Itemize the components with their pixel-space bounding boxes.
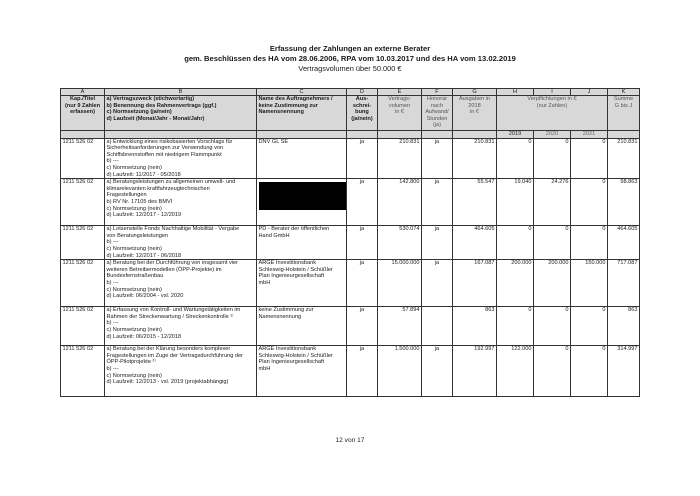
cell-vertragsvolumen: 15.000.000 <box>378 260 422 307</box>
header-honorar: Honorar nach Aufwand/ Stunden (ja) <box>422 96 453 131</box>
cell-vertragsvolumen: 1.500.000 <box>378 346 422 397</box>
desc-line: Schiffsbrennstoffen mit niedrigem Flammpunkt <box>106 151 222 158</box>
col-letter: D <box>347 89 378 96</box>
table-row <box>61 179 640 226</box>
years-row <box>61 131 640 139</box>
cell-summe: 98.863 <box>608 179 640 226</box>
desc-line: b) --- <box>106 279 119 286</box>
col-letter: A <box>61 89 105 96</box>
header-ausschreibung: Aus- schrei- bung (ja/nein) <box>347 96 378 131</box>
cell-ausschreibung: ja <box>347 179 378 226</box>
desc-line: b) --- <box>106 320 119 327</box>
cell-ausschreibung: ja <box>347 226 378 260</box>
cell-verpflichtung-2019: 200.000 <box>497 260 534 307</box>
cell-verpflichtung-2020: 0 <box>534 226 571 260</box>
cell-vertragszweck <box>105 179 257 226</box>
cell-vertragszweck <box>105 138 257 179</box>
cell-verpflichtung-2020: 200.000 <box>534 260 571 307</box>
document-subtitle: gem. Beschlüssen des HA vom 28.06.2006, RPA vom 10.03.2017 und des HA vom 13.02.2019 <box>184 54 516 63</box>
cell-summe: 210.831 <box>608 138 640 179</box>
cell-ausschreibung: ja <box>347 138 378 179</box>
name-line: mbH <box>258 365 271 372</box>
cell-verpflichtung-2021: 0 <box>571 346 608 397</box>
cell-summe: 863 <box>608 307 640 346</box>
page-number: 12 von 17 <box>335 437 365 444</box>
col-letter: C <box>257 89 347 96</box>
cell-vertragsvolumen: 210.831 <box>378 138 422 179</box>
name-line: ARGE Investitionsbank <box>258 346 317 353</box>
name-line: Plan Ingenieurgesellschaft <box>258 273 325 280</box>
table-row <box>61 307 640 346</box>
cell-summe: 314.997 <box>608 346 640 397</box>
cell-verpflichtung-2021: 0 <box>571 138 608 179</box>
column-letters-row <box>61 89 640 96</box>
col-letter: E <box>378 89 422 96</box>
cell-kap-titel: 1211 526 02 <box>61 346 105 397</box>
desc-line: c) Normsetzung (nein) <box>106 372 162 379</box>
cell-honorar: ja <box>422 346 453 397</box>
col-letter: F <box>422 89 453 96</box>
desc-line: b) --- <box>106 158 119 165</box>
desc-line: c) Normsetzung (nein) <box>106 326 162 333</box>
cell-verpflichtung-2019: 0 <box>497 138 534 179</box>
cell-auftragnehmer <box>257 179 347 226</box>
desc-line: a) Beratung bei der Klärung besonders komplexer <box>106 346 231 353</box>
name-line: Plan Ingenieurgesellschaft <box>258 359 325 366</box>
cell-summe: 717.087 <box>608 260 640 307</box>
document-threshold: Vertragsvolumen über 50.000 € <box>298 64 402 73</box>
cell-ausgaben-2018: 210.831 <box>453 138 497 179</box>
desc-line: klimarelevanten kraftfahrzeugtechnischen <box>106 185 210 192</box>
name-line: Schleswig-Holstein / Schüßler <box>258 266 333 273</box>
cell-verpflichtung-2020: 0 <box>534 346 571 397</box>
cell-auftragnehmer <box>257 346 347 397</box>
cell-verpflichtung-2020: 0 <box>534 307 571 346</box>
cell-ausgaben-2018: 55.547 <box>453 179 497 226</box>
cell-vertragszweck <box>105 226 257 260</box>
desc-line: Fragestellungen im Zuge der Vertragsdurchführung der <box>106 352 244 359</box>
cell-verpflichtung-2019: 122.000 <box>497 346 534 397</box>
cell-verpflichtung-2019: 0 <box>497 307 534 346</box>
cell-kap-titel: 1211 526 02 <box>61 226 105 260</box>
cell-vertragsvolumen: 530.074 <box>378 226 422 260</box>
cell-summe: 464.605 <box>608 226 640 260</box>
cell-verpflichtung-2021: 0 <box>571 179 608 226</box>
name-line: ARGE Investitionsbank <box>258 260 317 267</box>
cell-vertragsvolumen: 142.800 <box>378 179 422 226</box>
cell-vertragsvolumen: 57.894 <box>378 307 422 346</box>
cell-ausschreibung: ja <box>347 260 378 307</box>
cell-verpflichtung-2019: 19.040 <box>497 179 534 226</box>
cell-vertragszweck <box>105 346 257 397</box>
name-line: DNV GL SE <box>258 138 289 145</box>
desc-line: c) Normsetzung (nein) <box>106 286 162 293</box>
cell-auftragnehmer <box>257 260 347 307</box>
desc-line: d) Laufzeit: 11/2017 - 05/2018 <box>106 171 181 178</box>
redaction-bar <box>259 182 347 210</box>
table-row <box>61 226 640 260</box>
col-letter: J <box>571 89 608 96</box>
col-letter: K <box>608 89 640 96</box>
cell-vertragszweck <box>105 307 257 346</box>
table-body <box>61 138 640 397</box>
header-vertragszweck: a) Vertragszweck (stichwortartig) b) Benennung des Rahmenvertrags (ggf.) c) Normsetzung (ja/nein) d) Laufzeit (Monat/Jahr - Monat/Jahr) <box>105 96 257 131</box>
cell-honorar: ja <box>422 179 453 226</box>
table-row <box>61 138 640 179</box>
cell-honorar: ja <box>422 226 453 260</box>
cell-ausgaben-2018: 863 <box>453 307 497 346</box>
desc-line: d) Laufzeit: 12/2017 - 06/2018 <box>106 252 182 259</box>
col-letter: G <box>453 89 497 96</box>
desc-line: b) --- <box>106 239 119 246</box>
cell-ausgaben-2018: 464.605 <box>453 226 497 260</box>
desc-line: a) Lotsenstelle Fonds Nachhaltige Mobilität - Vergabe <box>106 226 240 233</box>
cell-auftragnehmer <box>257 138 347 179</box>
cell-verpflichtung-2020: 24.276 <box>534 179 571 226</box>
header-verpflichtungen: Verpflichtungen in € (nur Zahlen) <box>497 96 608 131</box>
header-summe: Summe G bis J <box>608 96 640 131</box>
header-row <box>61 96 640 131</box>
cell-vertragszweck <box>105 260 257 307</box>
cell-ausschreibung: ja <box>347 307 378 346</box>
col-letter: B <box>105 89 257 96</box>
cell-verpflichtung-2019: 0 <box>497 226 534 260</box>
desc-line: b) RV Nr. 17105 des BMVI <box>106 198 173 205</box>
payments-table <box>60 88 640 397</box>
cell-verpflichtung-2020: 0 <box>534 138 571 179</box>
desc-line: ÖPP-Pilotprojekte ²⁾ <box>106 359 156 366</box>
cell-ausgaben-2018: 192.997 <box>453 346 497 397</box>
desc-line: d) Laufzeit: 12/2013 - vsl. 2019 (projektabhängig) <box>106 379 229 386</box>
name-line: Schleswig-Holstein / Schüßler <box>258 352 333 359</box>
header-auftragnehmer: Name des Auftragnehmers / keine Zustimmung zur Namensnennung <box>257 96 347 131</box>
table-row <box>61 346 640 397</box>
cell-verpflichtung-2021: 150.000 <box>571 260 608 307</box>
desc-line: c) Normsetzung (nein) <box>106 205 162 212</box>
desc-line: a) Entwicklung eines risikobasierten Vorschlags für <box>106 138 233 145</box>
desc-line: b) --- <box>106 365 119 372</box>
name-line: Hand GmbH <box>258 232 290 239</box>
cell-verpflichtung-2021: 0 <box>571 226 608 260</box>
cell-ausschreibung: ja <box>347 346 378 397</box>
header-vertragsvolumen: Vertrags- volumen in € <box>378 96 422 131</box>
header-kap: Kap./Titel (nur 9 Zahlen erfassen) <box>61 96 105 131</box>
cell-auftragnehmer <box>257 307 347 346</box>
name-line: mbH <box>258 279 271 286</box>
cell-honorar: ja <box>422 138 453 179</box>
cell-kap-titel: 1211 526 02 <box>61 179 105 226</box>
desc-line: c) Normsetzung (nein) <box>106 164 162 171</box>
desc-line: Fragestellungen <box>106 192 147 199</box>
cell-ausgaben-2018: 167.087 <box>453 260 497 307</box>
cell-kap-titel: 1211 526 02 <box>61 260 105 307</box>
cell-honorar: ja <box>422 260 453 307</box>
desc-line: von Beratungsleistungen <box>106 232 169 239</box>
desc-line: a) Beratungsleistungen zu allgemeinen umwelt- und <box>106 179 236 186</box>
cell-honorar <box>422 307 453 346</box>
desc-line: a) Erfassung von Kontroll- und Wartungstätigkeiten im <box>106 307 241 314</box>
desc-line: a) Beratung bei der Durchführung von insgesamt vier <box>106 260 239 267</box>
name-line: Namensnennung <box>258 313 302 320</box>
desc-line: Sicherheitsanforderungen zur Verwendung von <box>106 145 224 152</box>
col-letter: I <box>534 89 571 96</box>
desc-line: Bundesfernstraßenbau <box>106 273 164 280</box>
desc-line: c) Normsetzung (nein) <box>106 245 162 252</box>
desc-line: Rahmen der Streckenwartung / Streckenkontrolle ¹⁾ <box>106 313 234 320</box>
cell-kap-titel: 1211 526 02 <box>61 307 105 346</box>
table-row <box>61 260 640 307</box>
year-2019: 2019 <box>497 131 534 139</box>
document-title: Erfassung der Zahlungen an externe Berater <box>269 44 431 53</box>
year-2020: 2020 <box>534 131 571 139</box>
desc-line: weiteren Betreibermodellen (ÖPP-Projekte) im <box>106 266 222 273</box>
header-ausgaben: Ausgaben in 2018 in € <box>453 96 497 131</box>
col-letter: H <box>497 89 534 96</box>
desc-line: d) Laufzeit: 06/2015 - 12/2018 <box>106 333 182 340</box>
name-line: keine Zustimmung zur <box>258 307 314 314</box>
year-2021: 2021 <box>571 131 608 139</box>
cell-verpflichtung-2021: 0 <box>571 307 608 346</box>
desc-line: d) Laufzeit: 06/2004 - vsl. 2020 <box>106 293 184 300</box>
desc-line: d) Laufzeit: 12/2017 - 12/2019 <box>106 212 182 219</box>
cell-kap-titel: 1211 526 02 <box>61 138 105 179</box>
name-line: PD - Berater der öffentlichen <box>258 226 330 233</box>
cell-auftragnehmer <box>257 226 347 260</box>
